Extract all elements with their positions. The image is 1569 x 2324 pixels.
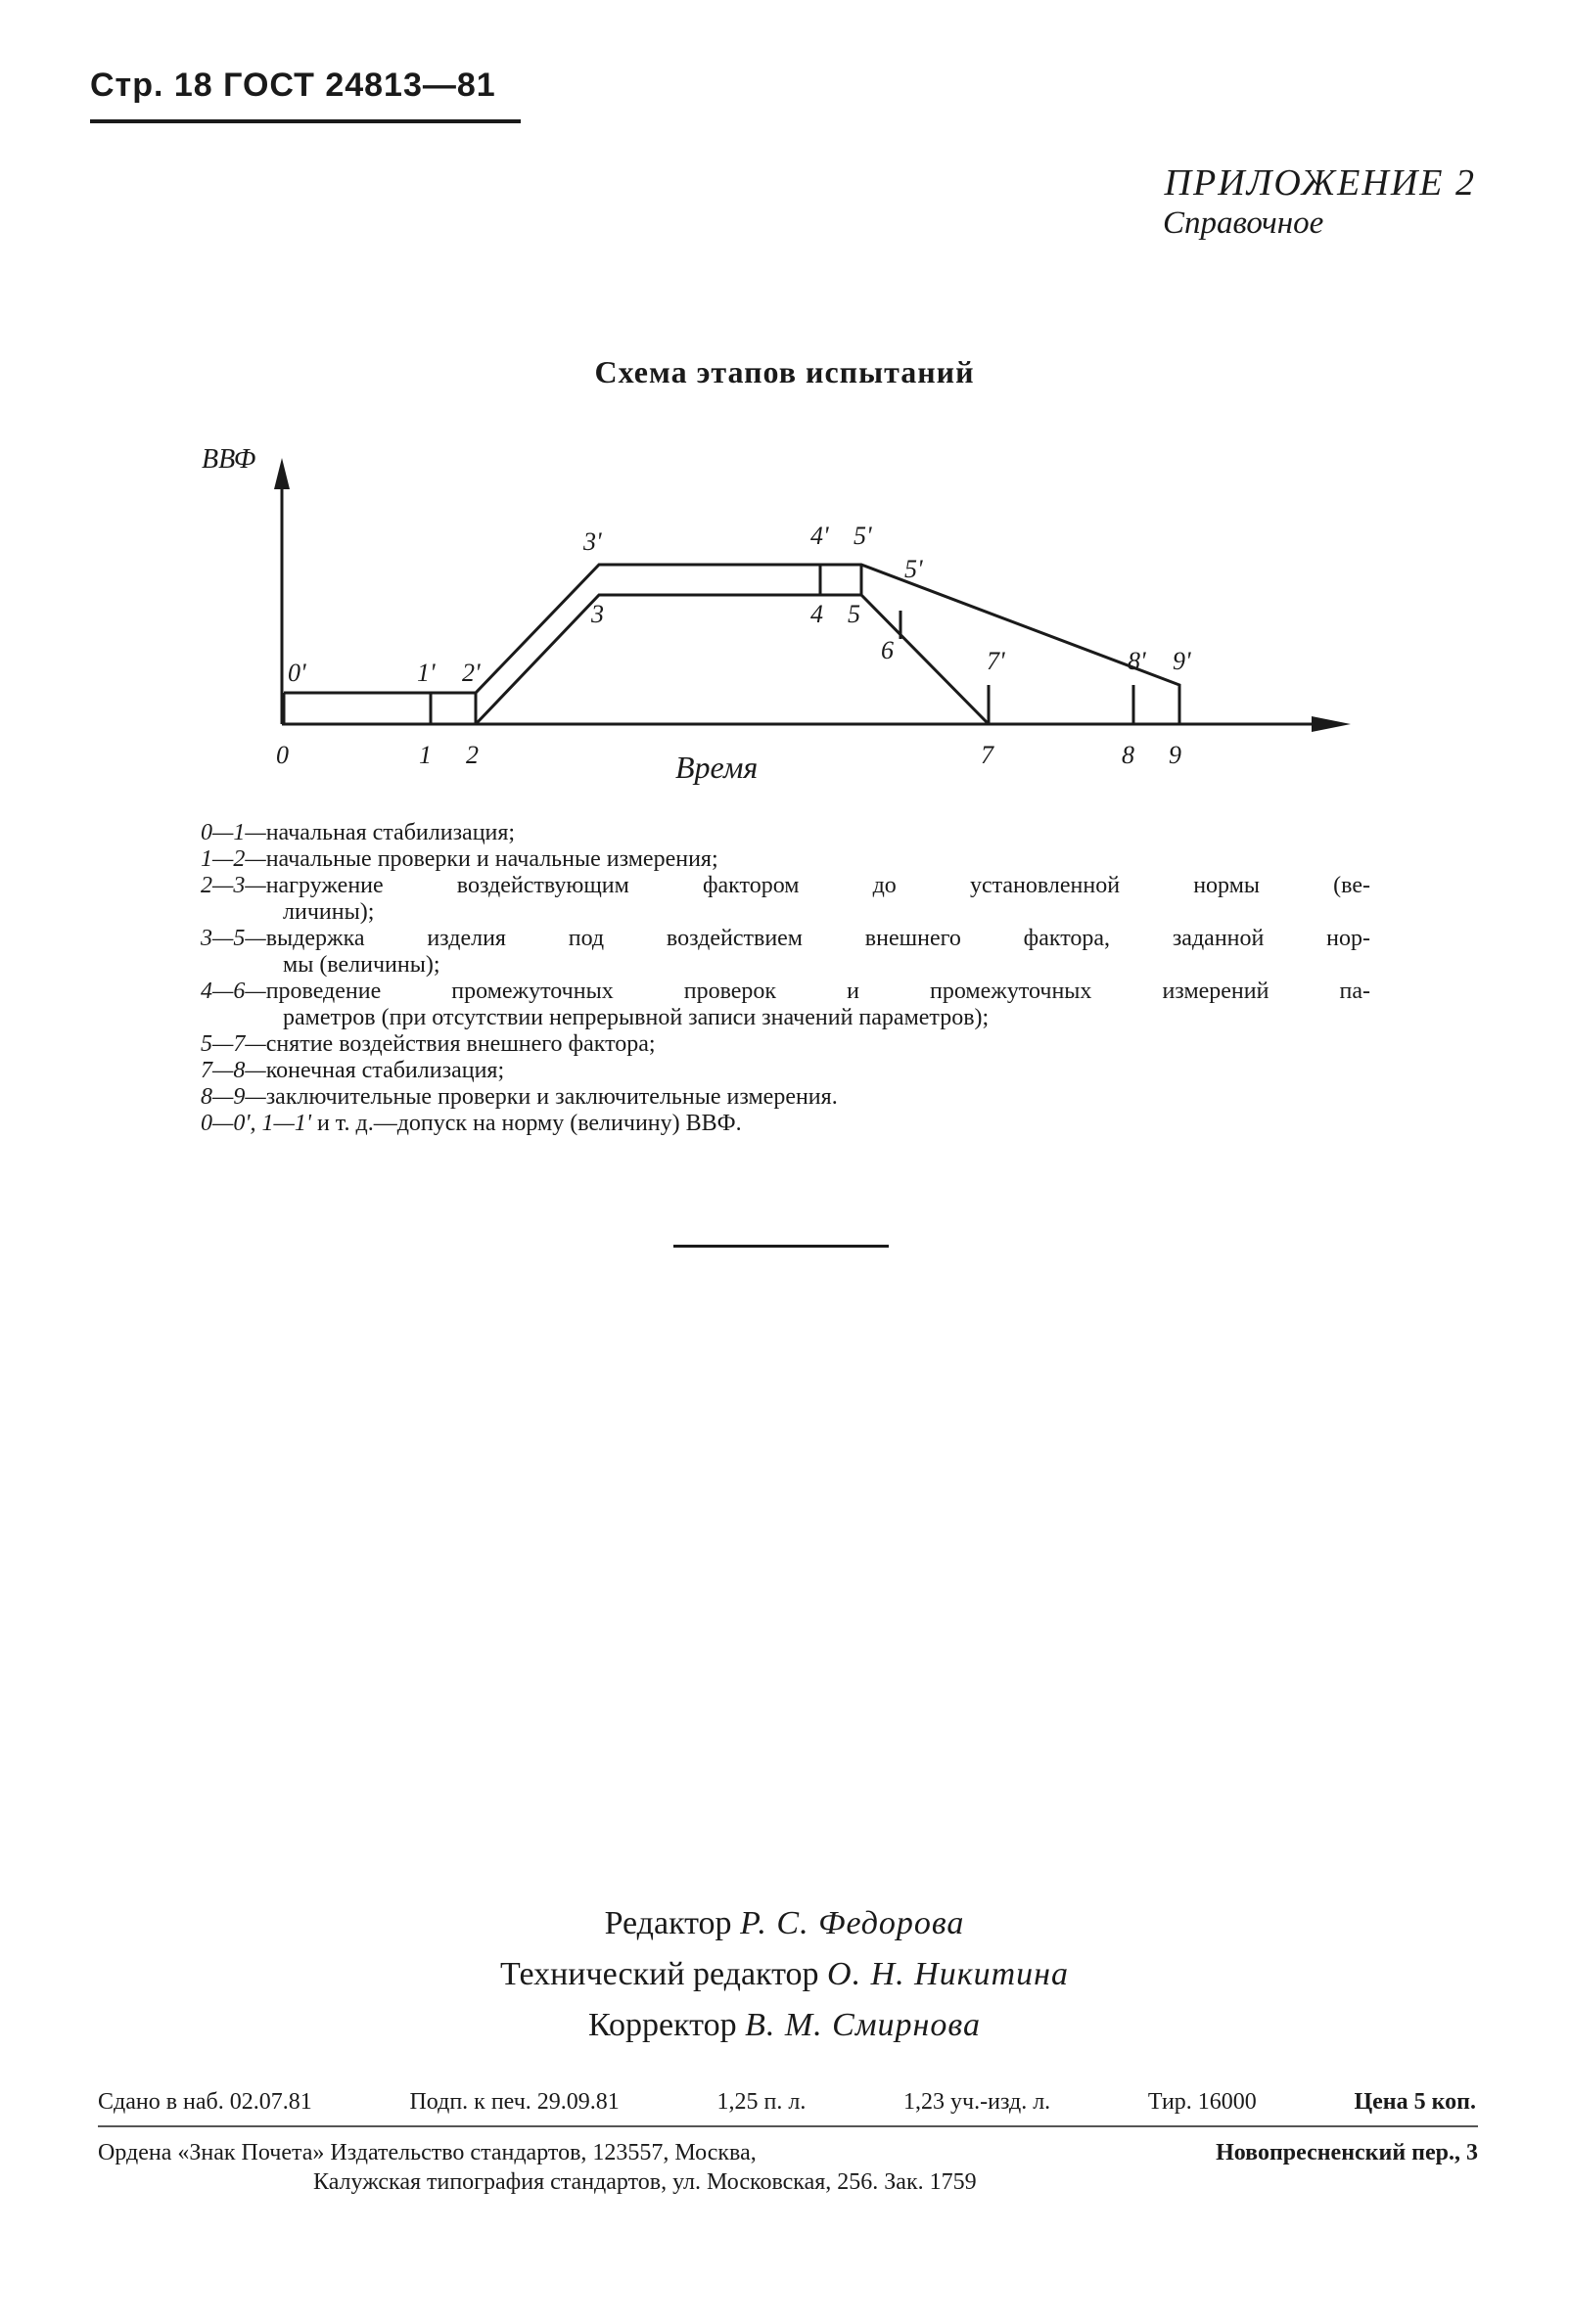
legend-item <box>201 1031 1370 1058</box>
imprint-address: Новопресненский пер., 3 <box>1216 2140 1478 2165</box>
legend-continuation <box>201 1005 1370 1031</box>
upper-point-label: 9' <box>1173 647 1191 675</box>
legend-key: 0—0', 1—1' <box>201 1111 311 1136</box>
legend-key: 1—2— <box>201 846 266 872</box>
legend-item <box>201 926 1370 952</box>
legend-key: 5—7— <box>201 1031 266 1057</box>
credit-line <box>0 1898 1569 1949</box>
tolerance-band-upper <box>284 565 1179 724</box>
upper-point-label: 3' <box>583 527 602 556</box>
y-axis-label: ВВФ <box>202 444 256 475</box>
section-end-rule <box>673 1245 889 1248</box>
lower-point-label: 4 <box>810 600 823 628</box>
legend-text-cont: мы (величины); <box>283 952 440 978</box>
legend-item <box>201 1084 1370 1111</box>
x-axis-label: Время <box>675 750 759 785</box>
legend-text: выдержка изделия под воздействием внешнего фактора, заданной нор- <box>265 926 1370 951</box>
upper-point-label: 5' <box>904 555 923 583</box>
upper-point-label: 5' <box>854 522 872 550</box>
imprint-line-3: Калужская типография стандартов, ул. Московская, 256. Зак. 1759 <box>313 2169 977 2195</box>
imprint-circulation: Тир. 16000 <box>1147 2089 1257 2115</box>
lower-point-label: 1 <box>419 741 432 769</box>
imprint-typeset: Сдано в наб. 02.07.81 <box>98 2089 312 2115</box>
legend-text: начальные проверки и начальные измерения; <box>265 846 718 872</box>
legend-text: конечная стабилизация; <box>265 1058 505 1083</box>
lower-point-label: 0 <box>276 741 289 769</box>
legend-item <box>201 873 1370 899</box>
legend-key: 8—9— <box>201 1084 266 1110</box>
credit-name: В. М. Смирнова <box>745 2007 981 2043</box>
credit-role: Редактор <box>604 1905 732 1941</box>
imprint-rule <box>98 2125 1478 2127</box>
lower-point-label: 6 <box>881 636 894 664</box>
upper-point-label: 7' <box>987 647 1005 675</box>
upper-point-label: 1' <box>417 659 436 687</box>
imprint-pub-sheets: 1,23 уч.-изд. л. <box>903 2089 1051 2115</box>
legend-text: заключительные проверки и заключительные измерения. <box>265 1084 838 1110</box>
legend-key: 4—6— <box>201 979 266 1004</box>
imprint-sheets: 1,25 п. л. <box>716 2089 807 2115</box>
imprint-price: Цена 5 коп. <box>1354 2089 1476 2115</box>
upper-point-label: 0' <box>288 659 306 687</box>
legend-item <box>201 1111 1370 1137</box>
upper-point-label: 8' <box>1128 647 1146 675</box>
legend-text: нагружение воздействующим фактором до установленной нормы (ве- <box>265 873 1370 898</box>
page-header: Стр. 18 ГОСТ 24813—81 <box>90 67 496 104</box>
credit-line <box>0 2000 1569 2051</box>
credit-role: Технический редактор <box>499 1956 819 1992</box>
credit-name: Р. С. Федорова <box>740 1905 965 1941</box>
upper-point-label: 2' <box>462 659 481 687</box>
legend-item <box>201 1058 1370 1084</box>
legend-text: начальная стабилизация; <box>265 820 516 845</box>
header-rule <box>90 119 521 123</box>
legend-text-cont: раметров (при отсутствии непрерывной записи значений параметров); <box>283 1005 990 1030</box>
credits <box>0 1898 1569 2051</box>
credit-name: О. Н. Никитина <box>827 1956 1070 1992</box>
x-axis-arrow-icon <box>1312 716 1351 732</box>
legend-key: 3—5— <box>201 926 266 951</box>
legend-key: 7—8— <box>201 1058 266 1083</box>
legend <box>201 820 1370 1137</box>
imprint-publisher: Ордена «Знак Почета» Издательство стандартов, 123557, Москва, <box>98 2140 757 2165</box>
imprint-line-2 <box>98 2138 1478 2167</box>
imprint-signed: Подп. к печ. 29.09.81 <box>409 2089 620 2115</box>
legend-continuation <box>201 899 1370 926</box>
scheme-title: Схема этапов испытаний <box>594 354 975 389</box>
lower-point-label: 7 <box>981 741 993 769</box>
lower-point-label: 8 <box>1122 741 1134 769</box>
imprint-line-1 <box>98 2089 1476 2116</box>
lower-point-label: 2 <box>466 741 479 769</box>
legend-key: 0—1— <box>201 820 266 845</box>
legend-key: 2—3— <box>201 873 266 898</box>
y-axis-arrow-icon <box>274 458 290 489</box>
imprint-block <box>98 2138 1478 2197</box>
appendix-title: ПРИЛОЖЕНИЕ 2 <box>1164 162 1476 204</box>
test-stages-diagram <box>196 431 1370 793</box>
legend-item <box>201 979 1370 1005</box>
legend-text: и т. д.—допуск на норму (величину) ВВФ. <box>310 1111 742 1136</box>
legend-text-cont: личины); <box>283 899 375 925</box>
appendix-subtitle: Справочное <box>1163 205 1324 241</box>
lower-point-label: 9 <box>1169 741 1181 769</box>
legend-text: проведение промежуточных проверок и промежуточных измерений па- <box>265 979 1370 1004</box>
legend-item <box>201 820 1370 846</box>
legend-text: снятие воздействия внешнего фактора; <box>265 1031 656 1057</box>
credit-role: Корректор <box>588 2007 737 2043</box>
legend-item <box>201 846 1370 873</box>
lower-point-label: 5 <box>848 600 860 628</box>
credit-line <box>0 1949 1569 2000</box>
lower-point-label: 3 <box>591 600 604 628</box>
upper-point-label: 4' <box>810 522 829 550</box>
legend-continuation <box>201 952 1370 979</box>
